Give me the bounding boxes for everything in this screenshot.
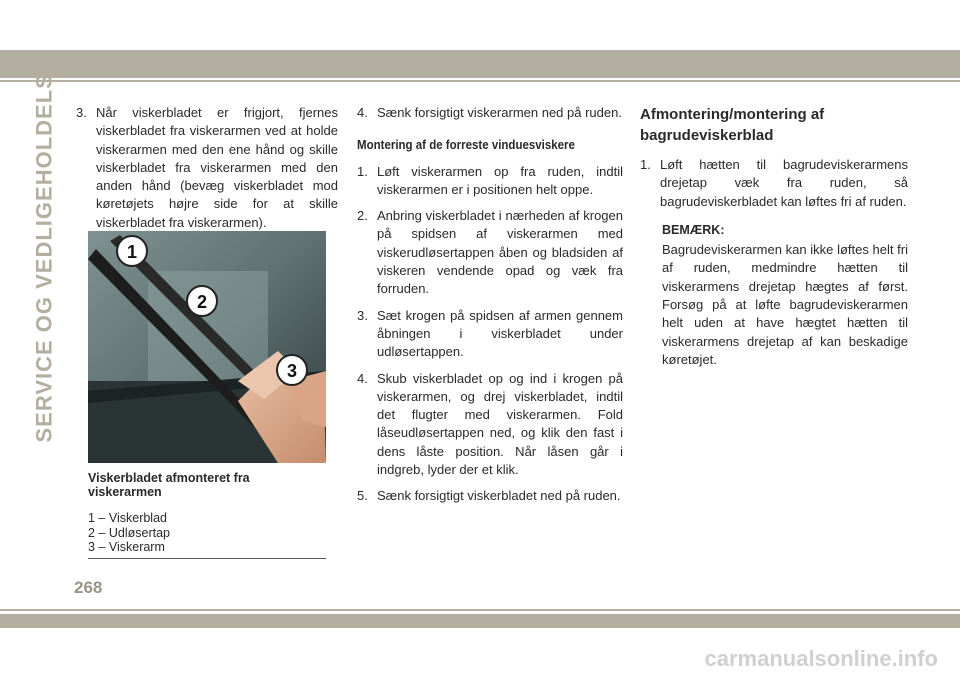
footer-band (0, 614, 960, 628)
step-number: 1. (357, 163, 368, 179)
page-number: 268 (74, 578, 103, 597)
step-number: 4. (357, 370, 368, 386)
svg-text:3: 3 (286, 361, 298, 381)
step-number: 2. (357, 208, 368, 224)
note-box (662, 221, 908, 369)
section-heading: Afmontering/montering af bagrudeviskerblad (640, 106, 825, 144)
step-text: Løft hætten til bagrudeviskerarmens drejetap væk fra ruden, så bagrudeviskerbladet kan løftes fri af ruden. (660, 157, 908, 209)
caption-rule (88, 558, 326, 559)
caption-title: Viskerbladet afmonteret fra viskerarmen (88, 471, 250, 499)
list-item (357, 163, 623, 200)
list-item (357, 487, 623, 505)
list-item (357, 307, 623, 362)
step-text: Sæt krogen på spidsen af armen gennem åbningen i viskerbladet under udløsertappen. (377, 307, 623, 360)
step-text: Skub viskerbladet op og ind i krogen på viskerarmen, og drej viskerbladet, indtil det flugter med viskerarmen. Fold låseudløsertappen ned, og klik den fast i dens låste position. Når låsen går i indgreb, lyder der et klik. (377, 370, 623, 478)
legend-item: 2 – Udløsertap (88, 525, 170, 540)
legend-item: 1 – Viskerblad (88, 511, 167, 525)
header-rule (0, 80, 960, 82)
step-text: Når viskerbladet er frigjort, fjernes viskerbladet fra viskerarmen ved at holde viskerarmen med den ene hånd og skille viskerbladet fra viskerarmen med den anden hånd (bevæg viskerbladet mod køretøjets højre side for at skille viskerbladet fra viskerarmen). (96, 105, 338, 230)
step-number: 4. (357, 105, 368, 120)
section-subheading: Montering af de forreste vinduesviskere (357, 138, 575, 153)
side-tab-label: SERVICE OG VEDLIGEHOLDELSE (31, 57, 56, 443)
legend-item: 3 – Viskerarm (88, 540, 165, 554)
figure-legend (88, 511, 326, 555)
svg-text:1: 1 (126, 242, 138, 262)
list-item (357, 370, 623, 480)
step-text: Anbring viskerbladet i nærheden af krogen på spidsen af viskerarmen med viskerudløsertappen åben og bladsiden af viskeren vendende opad og væk fra forruden. (377, 208, 623, 297)
list-item (357, 104, 623, 122)
callout-1 (117, 236, 147, 266)
wiper-illustration (88, 231, 326, 463)
list-item (357, 207, 623, 298)
note-label: BEMÆRK: (662, 222, 725, 237)
list-item (76, 104, 338, 232)
column-middle (357, 104, 623, 514)
footer-rule (0, 609, 960, 611)
step-number: 1. (640, 157, 651, 172)
svg-text:2: 2 (196, 292, 208, 312)
step-text: Sænk forsigtigt viskerarmen ned på ruden. (377, 105, 622, 120)
callout-2 (187, 286, 217, 316)
header-band (0, 50, 960, 78)
side-tab (27, 57, 61, 443)
column-left (76, 104, 338, 240)
note-text: Bagrudeviskerarmen kan ikke løftes helt fri af ruden, medmindre hætten til viskerarmens drejetap hægtes af først. Forsøg på at løfte bagrudeviskerarmen helt uden at have hægtet hætten til viskerarmens drejetap af kan beskadige køretøjet. (662, 242, 908, 367)
list-item (640, 156, 908, 211)
step-number: 3. (357, 307, 368, 323)
watermark-text: carmanualsonline.info (704, 646, 938, 671)
step-number: 5. (357, 488, 368, 504)
step-text: Løft viskerarmen op fra ruden, indtil viskerarmen er i positionen helt oppe. (377, 163, 623, 197)
step-number: 3. (76, 105, 87, 120)
column-right (640, 104, 908, 369)
step-text: Sænk forsigtigt viskerbladet ned på ruden. (377, 488, 621, 504)
wiper-photo (88, 231, 326, 463)
figure-caption (88, 471, 326, 559)
callout-3 (277, 355, 307, 385)
